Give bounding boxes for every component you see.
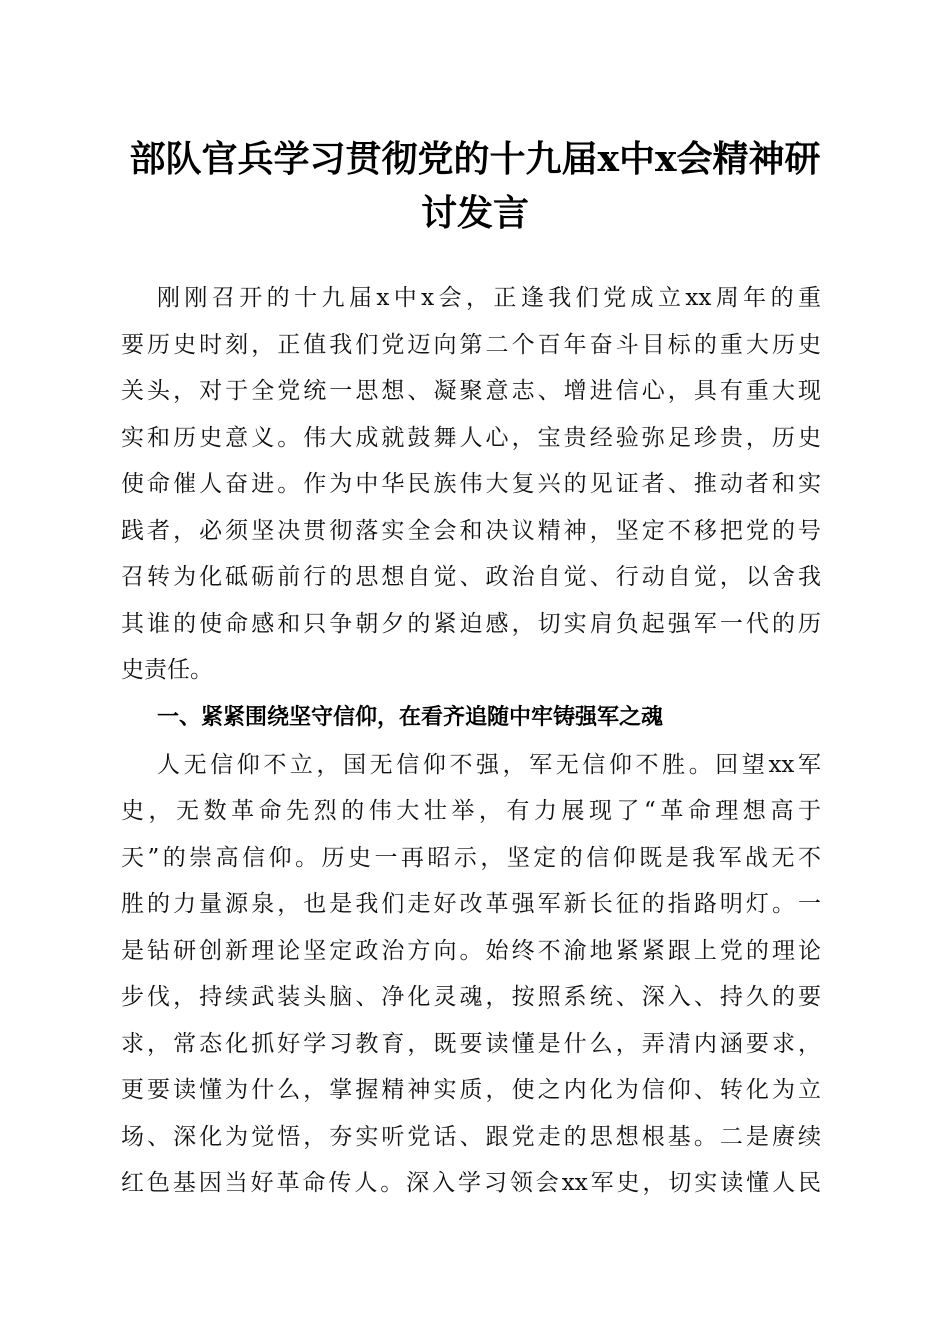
section-1-paragraph [121, 742, 821, 1207]
paragraph-line: 刚刚召开的十九届x中x会，正逢我们党成立xx周年的重 [157, 285, 821, 311]
paragraph-line: 场、深化为觉悟，夯实听党话、跟党走的思想根基。二是赓续 [121, 1123, 821, 1150]
paragraph-line: 更要读懂为什么，掌握精神实质，使之内化为信仰、转化为立 [121, 1077, 821, 1103]
paragraph-line: 人无信仰不立，国无信仰不强，军无信仰不胜。回望xx军 [157, 751, 821, 778]
document-body [121, 275, 821, 1207]
paragraph-line: 关头，对于全党统一思想、凝聚意志、增进信心，具有重大现 [121, 378, 821, 404]
paragraph-line: 实和历史意义。伟大成就鼓舞人心，宝贵经验弥足珍贵，历史 [121, 424, 821, 451]
paragraph-line: 史，无数革命先烈的伟大壮举，有力展现了“革命理想高于 [121, 798, 821, 824]
intro-paragraph [121, 275, 821, 694]
paragraph-line: 红色基因当好革命传人。深入学习领会xx军史，切实读懂人民 [121, 1170, 821, 1196]
paragraph-line: 是钻研创新理论坚定政治方向。始终不渝地紧紧跟上党的理论 [121, 937, 821, 964]
paragraph-line: 要历史时刻，正值我们党迈向第二个百年奋斗目标的重大历史 [121, 331, 821, 358]
paragraph-line: 史责任。 [121, 657, 213, 683]
paragraph-line: 践者，必须坚决贯彻落实全会和决议精神，坚定不移把党的号 [121, 517, 821, 544]
document-title [100, 132, 850, 240]
paragraph-line: 胜的力量源泉，也是我们走好改革强军新长征的指路明灯。一 [121, 891, 821, 917]
paragraph-line: 使命催人奋进。作为中华民族伟大复兴的见证者、推动者和实 [121, 471, 821, 497]
section-heading: 一、紧紧围绕坚守信仰，在看齐追随中牢铸强军之魂 [157, 704, 664, 730]
paragraph-line: 其谁的使命感和只争朝夕的紧迫感，切实肩负起强军一代的历 [121, 610, 821, 637]
paragraph-line: 步伐，持续武装头脑、净化灵魂，按照系统、深入、持久的要 [121, 984, 821, 1010]
paragraph-line: 求，常态化抓好学习教育，既要读懂是什么，弄清内涵要求， [121, 1030, 821, 1057]
title-line-2: 讨发言 [420, 192, 529, 234]
paragraph-line: 天”的崇高信仰。历史一再昭示，坚定的信仰既是我军战无不 [121, 844, 821, 871]
paragraph-line: 召转为化砥砺前行的思想自觉、政治自觉、行动自觉，以舍我 [121, 564, 821, 590]
title-line-1: 部队官兵学习贯彻党的十九届x中x会精神研 [129, 138, 821, 180]
